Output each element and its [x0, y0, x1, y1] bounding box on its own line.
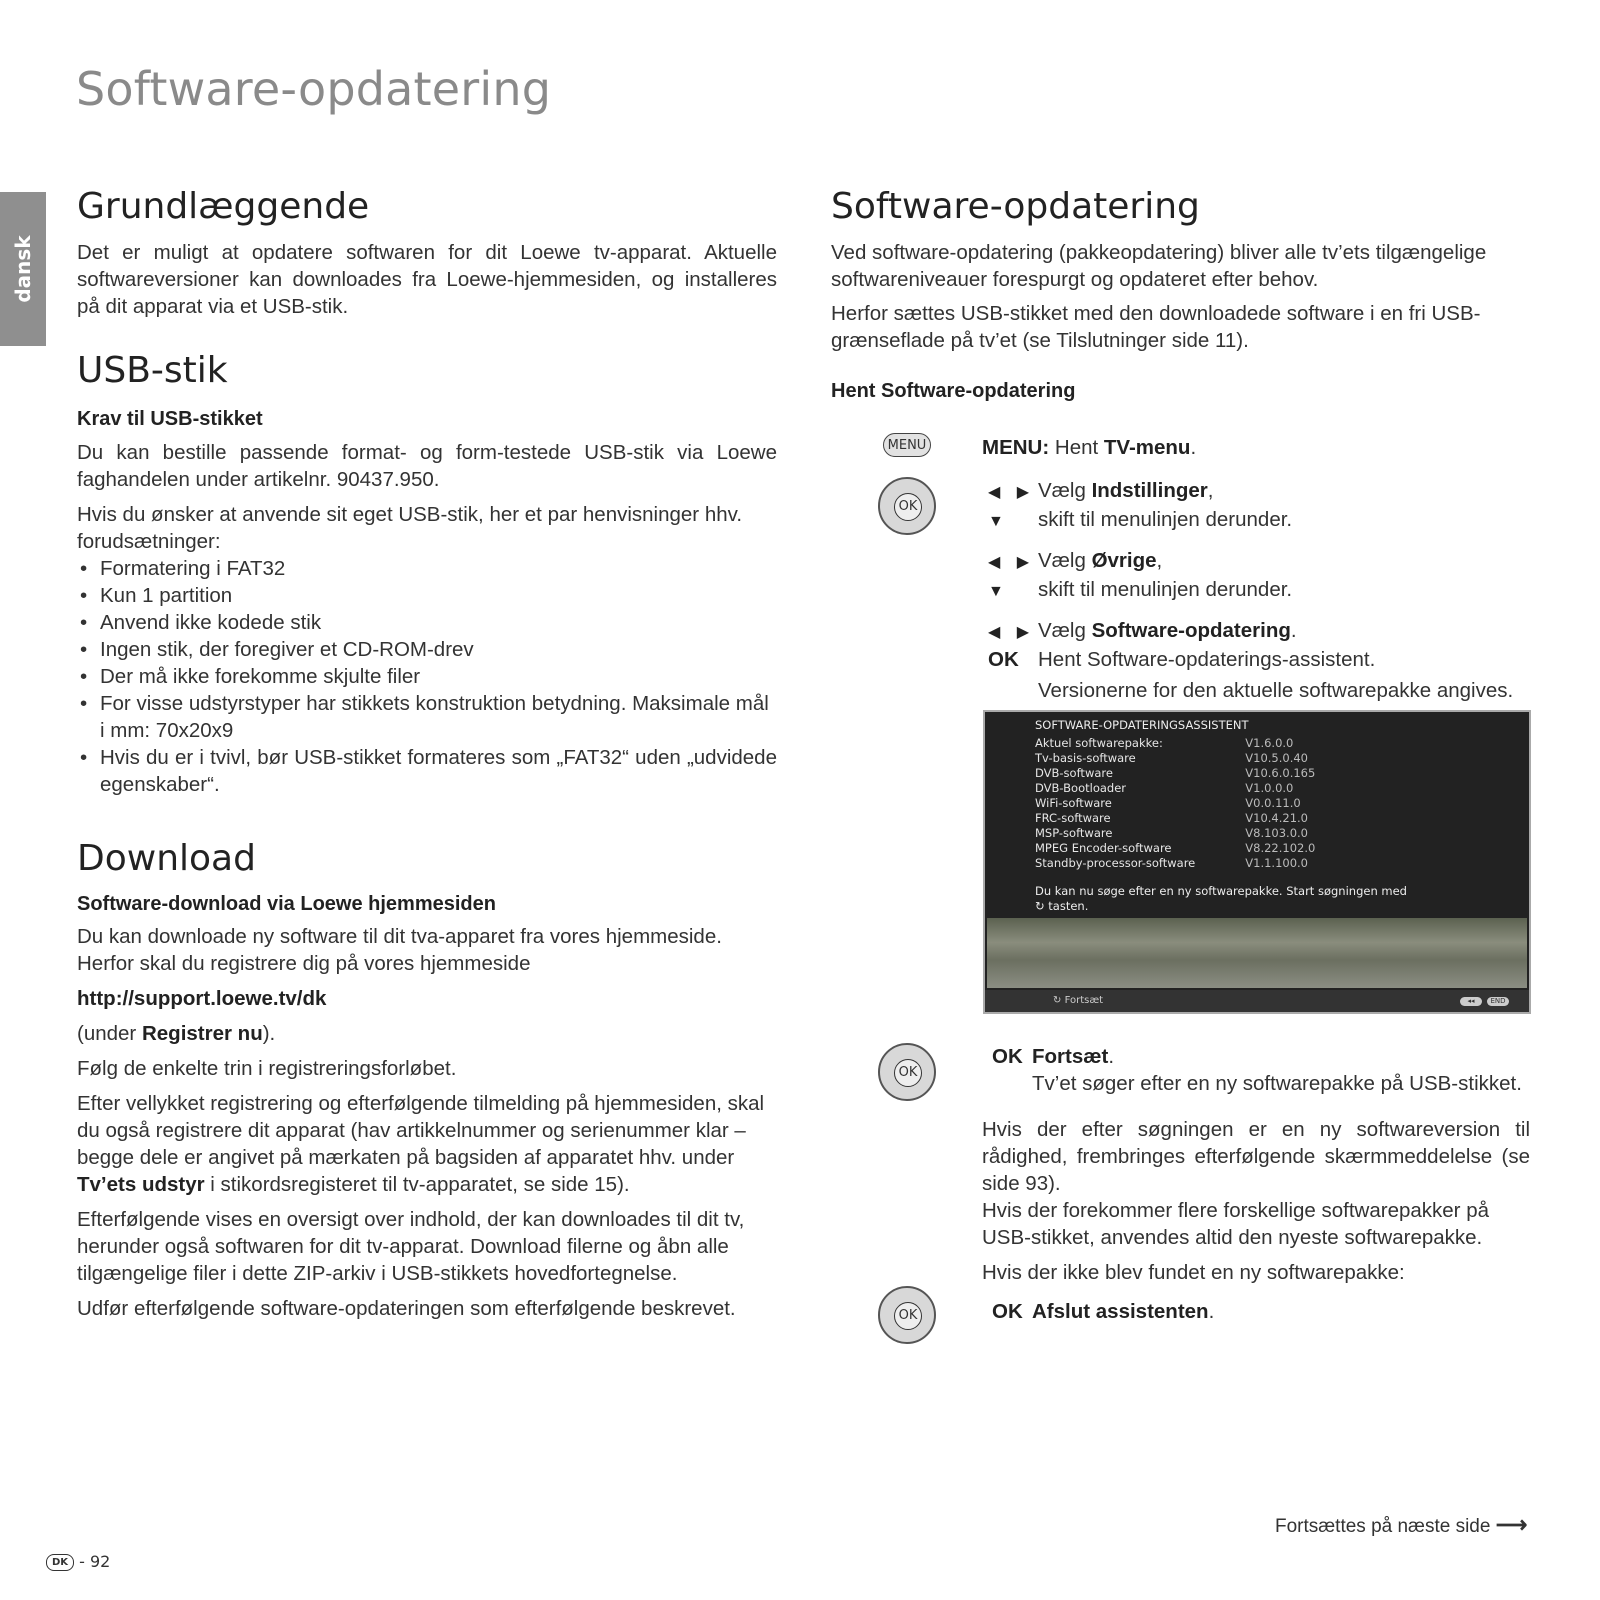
ok-navigation-icon [878, 1043, 936, 1101]
list-item: • Hvis du er i tvivl, bør USB-stikket formateres som „FAT32“ uden „udvidede egenskaber“. [77, 744, 777, 798]
step-settings: ◀ ▶ Vælg Indstillinger, ▼ skift til menulinjen derunder. [988, 477, 1292, 535]
table-row: DVB-software V10.6.0.165 [1035, 766, 1316, 780]
list-item: • Ingen stik, der foregiver et CD-ROM-drev [77, 636, 777, 663]
down-arrow-icon: ▼ [988, 513, 1010, 530]
list-item: • Anvend ikke kodede stik [77, 609, 777, 636]
step-finish: OK Afslut assistenten. [992, 1300, 1215, 1323]
table-row: Tv-basis-software V10.5.0.40 [1035, 751, 1308, 765]
update-subheading: Hent Software-opdatering [831, 380, 1076, 402]
page-title: Software-opdatering [76, 62, 552, 116]
table-row: MSP-software V8.103.0.0 [1035, 826, 1308, 840]
download-p4: Efter vellykket registrering og efterfølgende tilmelding på hjemmesiden, skal du også registrere dit apparat (hav artikkelnummer og serienummer klar – begge dele er angivet på mærkaten på bagsiden af apparatet hhv. under Tv’ets udstyr i stikordsregisteret til tv-apparatet, se side 15). [77, 1092, 765, 1196]
refresh-icon: ↻ [1035, 899, 1045, 913]
basics-text: Det er muligt at opdatere softwaren for dit Loewe tv-apparat. Aktuelle softwareversioner kan downloades fra Loewe-hjemmesiden, og installeres på dit apparat via et USB-stik. [77, 241, 777, 318]
left-right-arrows-icon: ◀ ▶ [988, 484, 1036, 501]
usb-subheading: Krav til USB-stikket [77, 408, 263, 430]
down-arrow-icon: ▼ [988, 583, 1010, 600]
usb-section [77, 350, 777, 798]
update-heading: Software-opdatering [831, 186, 1200, 227]
download-p3: Følg de enkelte trin i registreringsforløbet. [77, 1057, 457, 1080]
ok-navigation-icon [878, 477, 936, 535]
usb-p1: Du kan bestille passende format- og form-testede USB-stik via Loewe faghandelen under artikelnr. 90437.950. [77, 441, 777, 491]
list-item: • Der må ikke forekomme skjulte filer [77, 663, 777, 690]
after-search-text [982, 1116, 1530, 1286]
list-item: • Kun 1 partition [77, 582, 777, 609]
rewind-key-icon: ◂◂ [1460, 997, 1482, 1006]
ok-label: OK [894, 1059, 922, 1087]
version-table [1033, 736, 1317, 871]
table-row: DVB-Bootloader V1.0.0.0 [1035, 781, 1294, 795]
after-p2: Hvis der forekommer flere forskellige softwarepakker på USB-stikket, anvendes altid den nyeste softwarepakke. [982, 1199, 1489, 1249]
tv-screen-screenshot [983, 710, 1531, 1014]
after-p3: Hvis der ikke blev fundet en ny softwarepakke: [982, 1261, 1405, 1284]
end-key-icon: END [1487, 997, 1509, 1006]
language-tab [0, 192, 46, 346]
list-item: • For visse udstyrstyper har stikkets konstruktion betydning. Maksimale mål i mm: 70x20x9 [77, 690, 777, 744]
update-p1: Ved software-opdatering (pakkeopdatering) bliver alle tv’ets tilgængelige softwareniveauer forespurgt og opdateret efter behov. [831, 241, 1487, 291]
usb-requirements-list [77, 555, 777, 798]
download-p2: (under Registrer nu). [77, 1022, 276, 1045]
left-right-arrows-icon: ◀ ▶ [988, 554, 1036, 571]
usb-p2: Hvis du ønsker at anvende sit eget USB-stik, her et par henvisninger hhv. forudsætninger: [77, 503, 743, 553]
download-p6: Udfør efterfølgende software-opdateringen som efterfølgende beskrevet. [77, 1297, 736, 1320]
ok-navigation-icon [878, 1286, 936, 1344]
ok-label: OK [894, 1302, 922, 1330]
table-row: MPEG Encoder-software V8.22.102.0 [1035, 841, 1316, 855]
continue-note: Fortsættes på næste side ⟶ [1275, 1512, 1528, 1537]
screen-message: Du kan nu søge efter en ny softwarepakke. Start søgningen med ↻ tasten. [1035, 884, 1407, 913]
refresh-icon: ↻ [1053, 995, 1062, 1006]
step-software-update: ◀ ▶ Vælg Software-opdatering. OK Hent Software-opdaterings-assistent. Versionerne for den aktuelle softwarepakke angives. [988, 619, 1514, 702]
download-p1: Du kan downloade ny software til dit tva-apparet fra vores hjemmeside. Herfor skal du registrere dig på vores hjemmeside [77, 925, 722, 975]
download-p5: Efterfølgende vises en oversigt over indhold, der kan downloades til dit tv, herunder også softwaren for dit tv-apparat. Download filerne og åbn alle tilgængelige filer i dette ZIP-arkiv i USB-stikkets hovedfortegnelse. [77, 1208, 745, 1285]
step-continue: OK Fortsæt. Tv’et søger efter en ny softwarepakke på USB-stikket. [992, 1045, 1522, 1095]
after-p1: Hvis der efter søgningen er en ny softwareversion til rådighed, frembringes efterfølgende skærmmeddelelse (se side 93). [982, 1118, 1530, 1195]
step-menu: MENU: Hent TV-menu. [982, 436, 1197, 459]
table-row: Aktuel softwarepakke: V1.6.0.0 [1035, 736, 1294, 750]
background-photo [987, 918, 1527, 988]
step-other: ◀ ▶ Vælg Øvrige, ▼ skift til menulinjen derunder. [988, 547, 1292, 605]
language-tab-label: dansk [11, 235, 35, 303]
table-row: WiFi-software V0.0.11.0 [1035, 796, 1301, 810]
screen-header: SOFTWARE-OPDATERINGSASSISTENT [1035, 718, 1249, 732]
table-row: Standby-processor-software V1.1.100.0 [1035, 856, 1308, 870]
update-p2: Herfor sættes USB-stikket med den downloadede software i en fri USB-grænseflade på tv’et (se Tilslutninger side 11). [831, 302, 1481, 352]
dk-badge-icon: DK [46, 1554, 74, 1571]
table-row: FRC-software V10.4.21.0 [1035, 811, 1308, 825]
screen-footer: ↻ Fortsæt ◂◂ END [985, 990, 1529, 1014]
basics-section [77, 186, 777, 320]
left-right-arrows-icon: ◀ ▶ [988, 624, 1036, 641]
download-heading: Download [77, 838, 256, 879]
download-section [77, 838, 777, 1322]
usb-heading: USB-stik [77, 350, 228, 391]
arrow-right-icon: ⟶ [1495, 1512, 1528, 1537]
download-subheading: Software-download via Loewe hjemmesiden [77, 893, 496, 915]
update-section [831, 186, 1531, 403]
support-link[interactable]: http://support.loewe.tv/dk [77, 987, 327, 1010]
page-number: DK - 92 [46, 1552, 110, 1571]
basics-heading: Grundlæggende [77, 186, 370, 227]
menu-button-icon: MENU [883, 433, 931, 457]
list-item: • Formatering i FAT32 [77, 555, 777, 582]
ok-label: OK [894, 493, 922, 521]
